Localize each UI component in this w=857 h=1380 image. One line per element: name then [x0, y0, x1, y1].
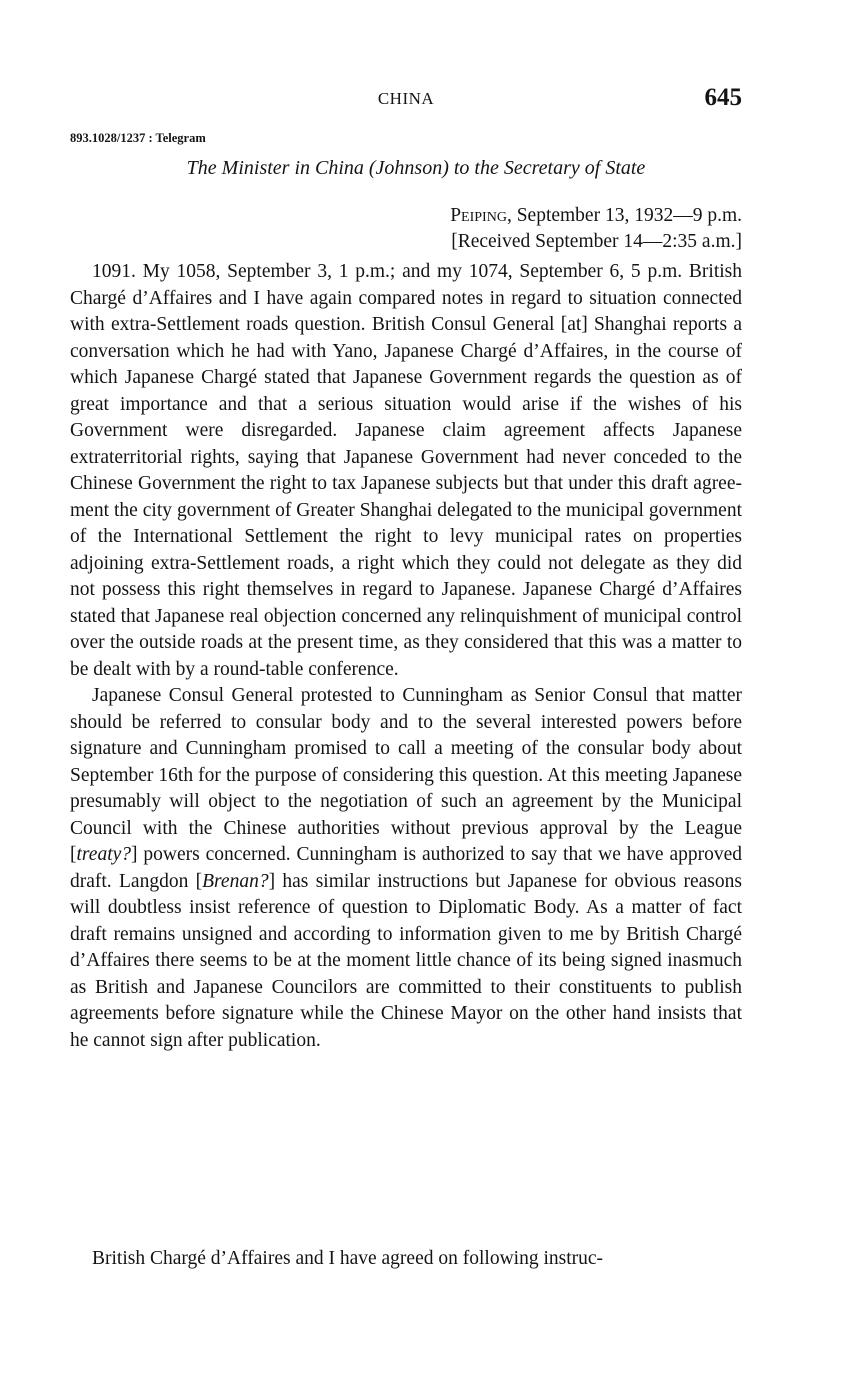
- paragraph-2-text-c: ] has similar instructions but Japanese for obvious reasons will doubtless insist reference of question to Diplomatic Body. As a matter of fact draft remains unsigned and according to information given to me by British Chargé d’Affaires there seems to be at the moment little chance of its being signed inasmuch as British and Japanese Councilors are committed to their constituents to publish agreements before signature while the Chinese Mayor on the other hand insists that he cannot sign after publication.: [70, 870, 742, 1051]
- page-number: 645: [704, 84, 742, 111]
- paragraph-1-text: 1091. My 1058, September 3, 1 p.m.; and my 1074, September 6, 5 p.m. British Chargé d’Affaires and I have again compared notes in regard to situation connected with extra-Settlement roads question. British Consul General [at] Shanghai reports a conversation which he had with Yano, Japanese Chargé d’Affaires, in the course of which Japanese Chargé stated that Japanese Government regards the question as of great importance and that a serious situation would arise if the wishes of his Government were disregarded. Japanese claim agreement affects Japanese extraterritorial rights, saying that Japanese Government had never conceded to the Chinese Government the right to tax Japanese subjects but that under this draft agreement the city government of Greater Shanghai delegated to the municipal government of the International Settlement the right to levy municipal rates on properties adjoining extra-Settlement roads, a right which they could not delegate as they did not possess this right themselves in regard to Japanese. Japanese Chargé d’Affaires stated that Japanese real objection concerned any relinquishment of municipal control over the outside roads at the present time, as they considered that this was a matter to be dealt with by a round-table conference.: [70, 261, 742, 680]
- dateline: [450, 205, 742, 227]
- document-title: The Minister in China (Johnson) to the Secretary of State: [186, 157, 646, 179]
- dateline-date-time: , September 13, 1932—9 p.m.: [506, 205, 742, 226]
- editorial-insertion-treaty: treaty?: [76, 844, 132, 865]
- file-reference: 893.1028/1237 : Telegram: [70, 131, 206, 145]
- editorial-insertion-brenan: Brenan?: [202, 870, 269, 892]
- body-text: [70, 259, 742, 1054]
- paragraph-2: [70, 683, 742, 1054]
- dateline-place: Peiping: [450, 205, 507, 226]
- closing-line: British Chargé d’Affaires and I have agreed on following instruc-: [92, 1248, 604, 1269]
- paragraph-1: [70, 259, 742, 683]
- paragraph-2-text-b: ] powers concerned. Cunningham is authorized to say that we have approved draft. Langdon [: [70, 844, 742, 892]
- running-title: CHINA: [377, 89, 435, 108]
- running-head: [70, 84, 742, 114]
- received-line: [Received September 14—2:35 a.m.]: [451, 231, 742, 252]
- paragraph-2-text-a: Japanese Consul General protested to Cunningham as Senior Consul that matter should be referred to consular body and to the several interested powers before signature and Cunningham promised to call a meeting of the consular body about September 16th for the purpose of considering this question. At this meeting Japanese presumably will object to the negotiation of such an agreement by the Municipal Council with the Chinese authorities without previous approval by the League [: [70, 685, 742, 865]
